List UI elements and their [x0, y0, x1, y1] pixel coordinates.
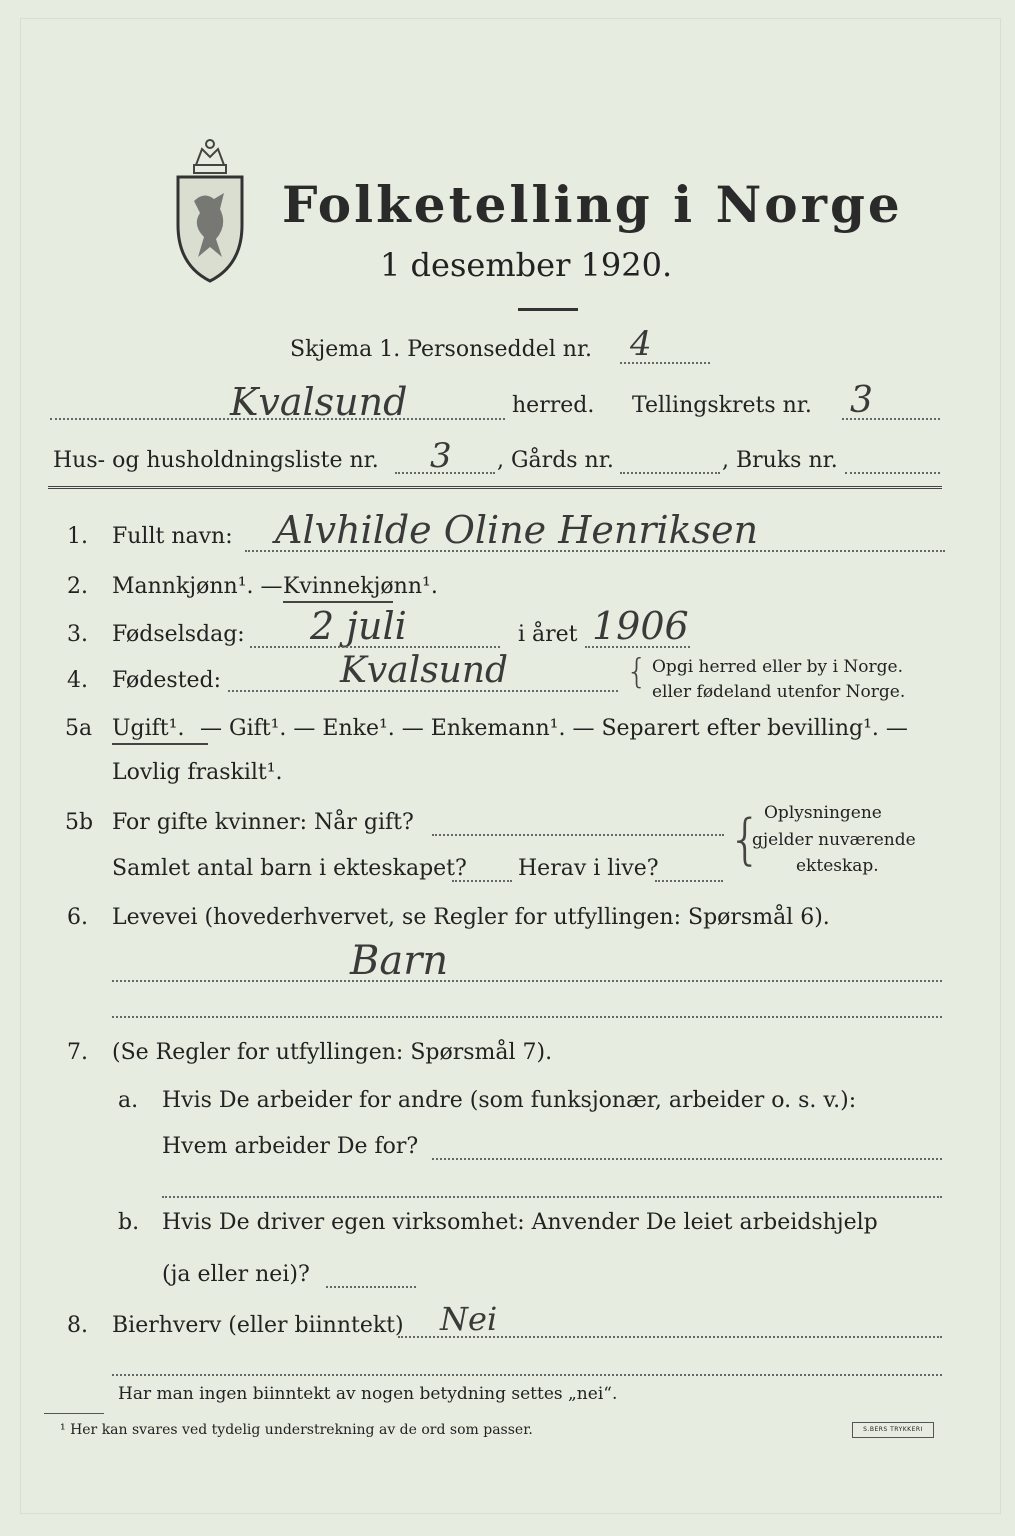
- q7b-question: Hvis De driver egen virksomhet: Anvender De leiet arbeidshjelp: [162, 1210, 878, 1235]
- q1-line: [245, 550, 945, 552]
- tellingskrets-line: [842, 418, 940, 420]
- bruks-label: , Bruks nr.: [722, 448, 838, 473]
- q6-occupation-value: Barn: [350, 938, 449, 984]
- q7a-letter: a.: [118, 1088, 139, 1113]
- q3-label: Fødselsdag:: [112, 622, 245, 647]
- footnote: ¹ Her kan svares ved tydelig understrekning av de ord som passer.: [60, 1422, 533, 1438]
- q8-label: Bierhverv (eller biinntekt): [112, 1313, 404, 1338]
- q5a-ugift-option: Ugift¹.: [112, 716, 185, 741]
- hus-value: 3: [430, 436, 452, 476]
- q6-line1: [112, 980, 942, 982]
- q2-female-option: Kvinnekjønn¹.: [283, 574, 438, 599]
- q3-year-line: [585, 646, 690, 648]
- herred-label: herred.: [512, 393, 595, 418]
- q5b-children-label: Samlet antal barn i ekteskapet?: [112, 856, 467, 881]
- header-separator: [48, 486, 942, 489]
- page-title: Folketelling i Norge: [282, 175, 903, 234]
- q8-line2: [112, 1374, 942, 1376]
- q7b-answer-line: [326, 1286, 416, 1288]
- tellingskrets-label: Tellingskrets nr.: [632, 393, 812, 418]
- q2-number: 2.: [67, 574, 88, 599]
- skjema-number-value: 4: [630, 324, 652, 364]
- q6-label: Levevei (hovederhvervet, se Regler for utfyllingen: Spørsmål 6).: [112, 905, 830, 930]
- q3-year-label: i året: [518, 622, 578, 647]
- printer-stamp: S.BERS TRYKKERI: [852, 1422, 934, 1438]
- q6-number: 6.: [67, 905, 88, 930]
- q4-label: Fødested:: [112, 668, 222, 693]
- q5b-alive-label: Herav i live?: [518, 856, 659, 881]
- q1-label: Fullt navn:: [112, 524, 233, 549]
- q4-brace: {: [626, 652, 648, 692]
- q5b-label: For gifte kvinner: Når gift?: [112, 810, 414, 835]
- skjema-number-line: [620, 362, 710, 364]
- q7a-question: Hvis De arbeider for andre (som funksjonær, arbeider o. s. v.):: [162, 1088, 857, 1113]
- q5a-other-options: — Gift¹. — Enke¹. — Enkemann¹. — Separert efter bevilling¹. —: [200, 716, 908, 741]
- q5a-ugift-underline: [112, 743, 208, 745]
- footer-note: Har man ingen biinntekt av nogen betydning settes „nei“.: [118, 1384, 618, 1404]
- herred-line: [50, 418, 505, 420]
- hus-line: [395, 472, 495, 474]
- q5b-brace: {: [728, 808, 763, 871]
- page-subtitle: 1 desember 1920.: [380, 246, 673, 284]
- bruks-line: [845, 472, 940, 474]
- q7-label: (Se Regler for utfyllingen: Spørsmål 7).: [112, 1040, 553, 1065]
- q5b-alive-line: [655, 880, 723, 882]
- q3-number: 3.: [67, 622, 88, 647]
- q7a-extra-line: [162, 1196, 942, 1198]
- q3-year-value: 1906: [592, 604, 689, 648]
- q3-birthday-value: 2 juli: [310, 604, 407, 648]
- q6-line2: [112, 1016, 942, 1018]
- tellingskrets-value: 3: [850, 380, 873, 421]
- q4-note-line2: eller fødeland utenfor Norge.: [652, 682, 906, 702]
- herred-value: Kvalsund: [230, 380, 408, 424]
- coat-of-arms-icon: [170, 135, 250, 285]
- q5b-children-line: [452, 880, 512, 882]
- q2-female-underline: [283, 601, 393, 603]
- q5b-note-line3: ekteskap.: [796, 856, 879, 876]
- q7a-employer-line: [432, 1158, 942, 1160]
- q4-number: 4.: [67, 668, 88, 693]
- q4-birthplace-value: Kvalsund: [340, 650, 509, 691]
- q5b-number: 5b: [65, 810, 94, 835]
- q7b-answer-label: (ja eller nei)?: [162, 1262, 310, 1287]
- q8-number: 8.: [67, 1313, 88, 1338]
- q8-line1: [398, 1336, 942, 1338]
- q7-number: 7.: [67, 1040, 88, 1065]
- title-divider: [518, 308, 578, 311]
- footnote-rule: [44, 1413, 104, 1414]
- q5a-fraskilt-option: Lovlig fraskilt¹.: [112, 760, 283, 785]
- q5b-married-line: [432, 834, 724, 836]
- q3-birthday-line: [250, 646, 500, 648]
- gards-line: [620, 472, 720, 474]
- q5b-note-line1: Oplysningene: [764, 803, 882, 823]
- q5b-note-line2: gjelder nuværende: [752, 830, 916, 850]
- q1-number: 1.: [67, 524, 88, 549]
- q8-side-income-value: Nei: [440, 1300, 498, 1338]
- q7a-employer-label: Hvem arbeider De for?: [162, 1134, 419, 1159]
- q2-male-option: Mannkjønn¹. —: [112, 574, 283, 599]
- q7b-letter: b.: [118, 1210, 140, 1235]
- q1-full-name-value: Alvhilde Oline Henriksen: [275, 508, 759, 552]
- q4-line: [228, 690, 618, 692]
- gards-label: , Gårds nr.: [497, 448, 614, 473]
- q4-note-line1: Opgi herred eller by i Norge.: [652, 657, 903, 677]
- q5a-number: 5a: [65, 716, 93, 741]
- skjema-label: Skjema 1. Personseddel nr.: [290, 337, 593, 362]
- hus-label: Hus- og husholdningsliste nr.: [53, 448, 379, 473]
